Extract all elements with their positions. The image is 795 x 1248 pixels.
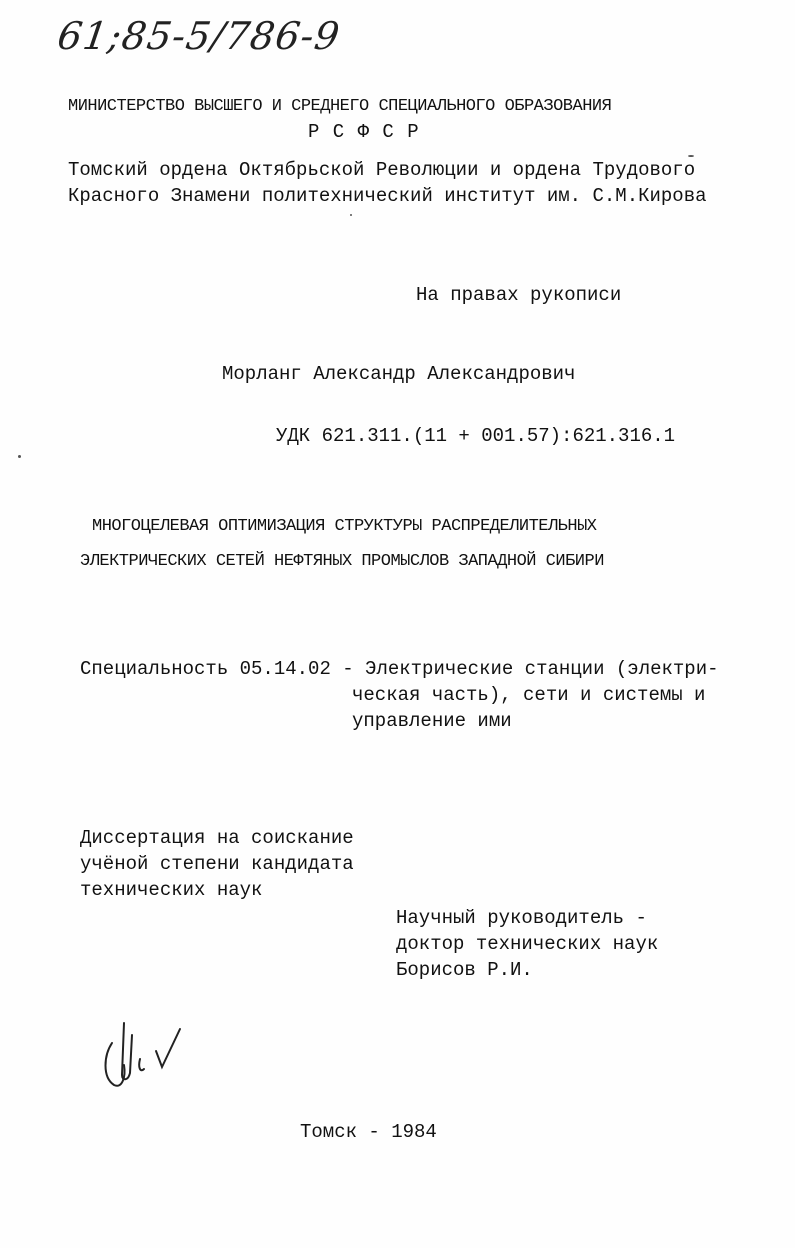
supervisor-line-3: Борисов Р.И. [396, 959, 533, 981]
scan-speck [18, 455, 21, 458]
supervisor-line-2: доктор технических наук [396, 933, 659, 955]
udc-code: УДК 621.311.(11 + 001.57):621.316.1 [276, 425, 676, 447]
handwritten-archive-number: 61;85-5/786-9 [54, 14, 343, 58]
specialty-line-2: ческая часть), сети и системы и [352, 684, 706, 706]
author-name: Морланг Александр Александрович [222, 363, 576, 385]
dissertation-line-3: технических наук [80, 879, 263, 901]
ministry-line-1: МИНИСТЕРСТВО ВЫСШЕГО И СРЕДНЕГО СПЕЦИАЛЬНОГО ОБРАЗОВАНИЯ [68, 97, 612, 116]
handwritten-signature [98, 1015, 188, 1095]
thesis-title-line-1: МНОГОЦЕЛЕВАЯ ОПТИМИЗАЦИЯ СТРУКТУРЫ РАСПРЕДЕЛИТЕЛЬНЫХ [92, 517, 597, 536]
scan-speck [350, 214, 352, 216]
thesis-title-line-2: ЭЛЕКТРИЧЕСКИХ СЕТЕЙ НЕФТЯНЫХ ПРОМЫСЛОВ ЗАПАДНОЙ СИБИРИ [80, 552, 604, 571]
dissertation-line-1: Диссертация на соискание [80, 827, 354, 849]
place-and-year: Томск - 1984 [300, 1121, 437, 1143]
specialty-line-3: управление ими [352, 710, 512, 732]
ministry-line-2: Р С Ф С Р [308, 121, 420, 143]
institute-line-1: Томский ордена Октябрьской Революции и ордена Трудового [68, 159, 696, 181]
institute-line-2: Красного Знамени политехнический институт им. С.М.Кирова [68, 185, 707, 207]
dissertation-line-2: учёной степени кандидата [80, 853, 354, 875]
specialty-line-1: Специальность 05.14.02 - Электрические станции (электри- [80, 658, 719, 680]
manuscript-note: На правах рукописи [416, 284, 622, 306]
scan-speck [688, 155, 694, 157]
supervisor-line-1: Научный руководитель - [396, 907, 647, 929]
